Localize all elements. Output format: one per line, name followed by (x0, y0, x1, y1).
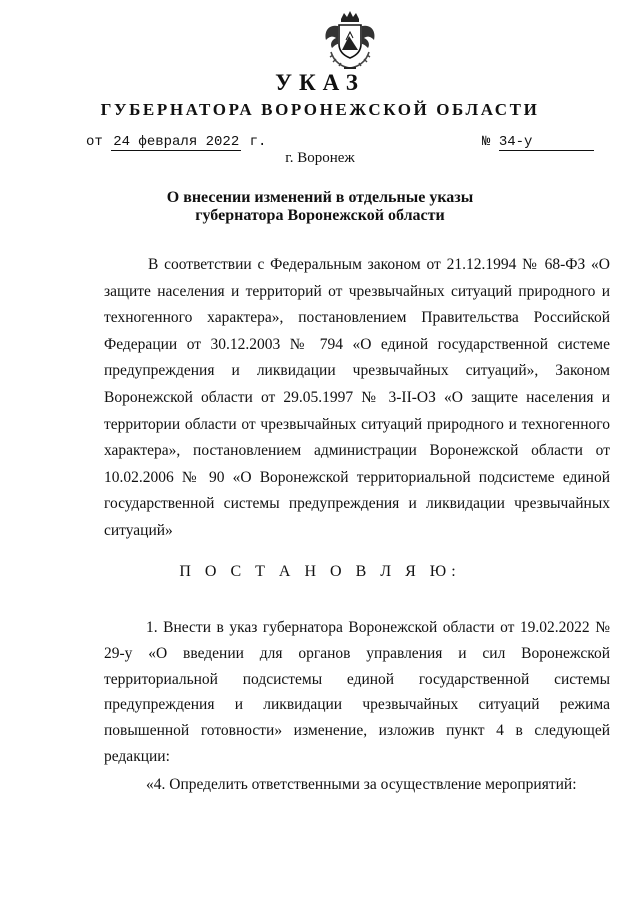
document-title-line-1: О внесении изменений в отдельные указы (166, 189, 474, 206)
item-1-paragraph: 1. Внести в указ губернатора Воронежской области от 19.02.2022 № 29-у «О введении для органов управления и сил Воронежской территориальной подсистемы единой государственной системы предупреждения и ликвидации чрезвычайных ситуаций режима повышенной готовности» изменение, изложив пункт 4 в следующей редакции: (104, 619, 610, 765)
number-prefix: № (482, 134, 491, 150)
document-type-heading: УКАЗ (275, 70, 365, 95)
document-title (140, 189, 500, 225)
date-prefix: от (86, 134, 103, 150)
document-title-line-2: губернатора Воронежской области (195, 207, 445, 224)
issuer-heading: ГУБЕРНАТОРА ВОРОНЕЖСКОЙ ОБЛАСТИ (100, 100, 540, 119)
item-1-quote-start: «4. Определить ответственными за осуществление мероприятий: (146, 776, 577, 793)
date-suffix: г. (249, 134, 267, 150)
preamble-paragraph: В соответствии с Федеральным законом от 21.12.1994 № 68-ФЗ «О защите населения и территорий от чрезвычайных ситуаций природного и техногенного характера», постановлением Правительства Российской Федерации от 30.12.2003 № 794 «О единой государственной системе предупреждения и ликвидации чрезвычайных ситуаций», Законом Воронежской области от 29.05.1997 № 3-II-ОЗ «О защите населения и территории области от чрезвычайных ситуаций природного и техногенного характера», постановлением администрации Воронежской области от 10.02.2006 № 90 «О Воронежской территориальной подсистеме единой государственной системы предупреждения и ликвидации чрезвычайных ситуаций» (104, 256, 610, 539)
decree-word: П О С Т А Н О В Л Я Ю: (179, 563, 461, 580)
number-value: 34-у (499, 135, 594, 151)
date-value: 24 февраля 2022 (113, 134, 240, 150)
coat-of-arms-icon (322, 10, 378, 72)
date-line (86, 134, 266, 151)
city-label: г. Воронеж (285, 150, 355, 166)
number-line (482, 134, 594, 151)
